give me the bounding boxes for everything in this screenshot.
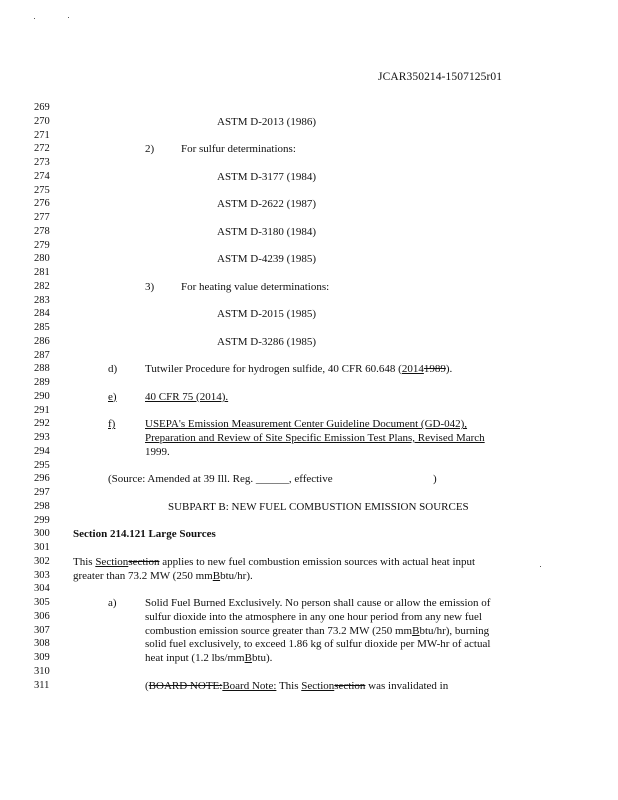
- line-number: 298: [34, 500, 50, 512]
- line-text: btu/hr).: [220, 569, 253, 582]
- text-run: [145, 637, 490, 651]
- document-line: [0, 390, 618, 404]
- line-number: 291: [34, 404, 50, 416]
- text-run: [108, 417, 115, 431]
- line-number: 277: [34, 212, 50, 223]
- line-text: e): [108, 390, 117, 403]
- line-text: d): [108, 363, 118, 376]
- line-number: 283: [34, 294, 50, 306]
- text-run: [145, 679, 448, 693]
- line-text: was invalidated in: [365, 679, 449, 692]
- line-text: Tutwiler Procedure for hydrogen sulfide, 40 CFR 60.648 (: [145, 363, 402, 376]
- document-line: [0, 294, 618, 308]
- line-number: 307: [34, 624, 50, 636]
- line-number: 296: [34, 473, 50, 485]
- text-run: [145, 651, 272, 665]
- text-run: [168, 500, 469, 514]
- document-line: [0, 239, 618, 253]
- document-line: [0, 252, 618, 266]
- line-text: section: [334, 679, 366, 692]
- line-text: ASTM D-2015 (1985): [217, 308, 316, 321]
- line-number: 272: [34, 143, 50, 155]
- document-line: [0, 184, 618, 198]
- document-line: [0, 404, 618, 418]
- line-number: 299: [34, 514, 50, 526]
- line-text: 3): [145, 280, 155, 293]
- line-text: ASTM D-2013 (1986): [217, 115, 316, 128]
- line-text: ): [433, 473, 437, 486]
- document-line: [0, 610, 618, 624]
- document-line: [0, 280, 618, 294]
- document-line: [0, 624, 618, 638]
- document-line: [0, 266, 618, 280]
- line-number: 288: [34, 363, 50, 375]
- line-number: 308: [34, 638, 50, 650]
- document-line: [0, 596, 618, 610]
- line-number: 304: [34, 583, 50, 595]
- text-run: [145, 431, 485, 445]
- line-text: a): [108, 597, 117, 609]
- text-run: [145, 417, 467, 431]
- document-id: JCAR350214-1507125r01: [378, 71, 503, 83]
- line-number: 269: [34, 102, 50, 113]
- document-line: [0, 651, 618, 665]
- line-number: 278: [34, 225, 50, 237]
- document-line: [0, 156, 618, 170]
- line-number: 306: [34, 610, 50, 622]
- document-line: [0, 129, 618, 143]
- line-text: btu).: [251, 652, 273, 664]
- document-line: [0, 679, 618, 693]
- document-line: [0, 472, 618, 486]
- document-line: [0, 197, 618, 211]
- line-text: solid fuel exclusively, to exceed 1.86 kg of sulfur dioxide per MW-hr of actual: [145, 638, 491, 651]
- document-line: [0, 115, 618, 129]
- line-number: 289: [34, 377, 50, 388]
- line-text: heat input (1.2 lbs/mm: [145, 652, 245, 664]
- line-number: 292: [34, 418, 50, 430]
- line-text: Solid Fuel Burned Exclusively. No person shall cause or allow the emission of: [145, 597, 491, 609]
- scan-speck: [68, 17, 69, 18]
- line-number: 276: [34, 198, 50, 210]
- text-run: [217, 115, 316, 129]
- line-number: 303: [34, 569, 50, 581]
- line-text: ASTM D-2622 (1987): [217, 198, 316, 211]
- line-text: greater than 73.2 MW (250 mm: [73, 569, 213, 582]
- line-text: ASTM D-3180 (1984): [217, 225, 316, 238]
- line-text: ASTM D-4239 (1985): [217, 253, 316, 266]
- line-number: 311: [34, 679, 50, 691]
- line-number: 275: [34, 184, 50, 196]
- text-run: [145, 362, 452, 376]
- document-line: [0, 335, 618, 349]
- document-line: [0, 417, 618, 431]
- text-run: [145, 390, 228, 404]
- line-text: ).: [445, 363, 453, 376]
- line-number: 295: [34, 459, 50, 471]
- document-line: [0, 582, 618, 596]
- line-number: 280: [34, 253, 50, 265]
- scan-speck: [34, 18, 35, 19]
- line-number: 282: [34, 280, 50, 292]
- text-run: [145, 596, 490, 610]
- line-text: BOARD NOTE:: [148, 679, 223, 692]
- text-run: [145, 142, 154, 156]
- line-text: (: [145, 679, 149, 692]
- line-text: USEPA's Emission Measurement Center Guideline Document (GD-042),: [145, 418, 468, 431]
- line-number: 287: [34, 349, 50, 361]
- line-number: 310: [34, 665, 50, 677]
- line-number: 305: [34, 597, 50, 608]
- line-number: 271: [34, 129, 50, 141]
- text-run: [181, 280, 329, 294]
- document-line: [0, 555, 618, 569]
- line-text: SUBPART B: NEW FUEL COMBUSTION EMISSION SOURCES: [168, 500, 469, 513]
- line-number: 285: [34, 322, 50, 333]
- line-number: 273: [34, 157, 50, 168]
- text-run: [108, 390, 117, 404]
- line-number: 286: [34, 335, 50, 347]
- line-number: 302: [34, 555, 50, 567]
- line-text: B: [244, 652, 252, 664]
- line-number: 279: [34, 239, 50, 251]
- line-number: 281: [34, 267, 50, 278]
- line-text: 1989: [423, 363, 446, 376]
- document-line: [0, 431, 618, 445]
- line-text: ASTM D-3177 (1984): [217, 170, 316, 183]
- text-run: [145, 445, 170, 459]
- line-text: combustion emission source greater than 73.2 MW (250 mm: [145, 624, 413, 637]
- document-line: [0, 349, 618, 363]
- line-number: 300: [34, 528, 50, 540]
- line-text: For sulfur determinations:: [181, 143, 296, 156]
- line-text: This: [73, 555, 96, 568]
- document-line: [0, 225, 618, 239]
- line-number: 294: [34, 445, 50, 457]
- line-number: 270: [34, 115, 50, 127]
- text-run: [181, 142, 296, 156]
- line-text: (Source: Amended at 39 Ill. Reg. ______, effective: [108, 473, 333, 486]
- line-text: 40 CFR 75 (2014).: [145, 390, 229, 403]
- line-text: btu/hr), burning: [419, 624, 490, 637]
- document-line: [0, 486, 618, 500]
- line-text: applies to new fuel combustion emission sources with actual heat input: [159, 555, 476, 568]
- document-line: [0, 665, 618, 679]
- document-line: [0, 211, 618, 225]
- text-run: [145, 280, 154, 294]
- document-line: [0, 514, 618, 528]
- document-line: [0, 362, 618, 376]
- text-run: [73, 555, 475, 569]
- document-line: [0, 170, 618, 184]
- document-line: [0, 527, 618, 541]
- line-text: Board Note:: [222, 679, 277, 692]
- text-run: [217, 225, 316, 239]
- document-line: [0, 376, 618, 390]
- line-text: Section: [301, 679, 335, 692]
- line-text: 2): [145, 143, 155, 156]
- line-number: 284: [34, 308, 50, 320]
- line-text: For heating value determinations:: [181, 280, 330, 293]
- line-text: 2014: [401, 363, 424, 376]
- line-text: Preparation and Review of Site Specific Emission Test Plans, Revised March: [145, 432, 485, 444]
- line-number: 293: [34, 432, 50, 443]
- line-text: sulfur dioxide into the atmosphere in any one hour period from any new fuel: [145, 610, 482, 623]
- text-run: [73, 569, 253, 583]
- text-run: [217, 335, 316, 349]
- text-run: [433, 472, 437, 486]
- text-run: [217, 197, 316, 211]
- scan-speck: [540, 566, 541, 567]
- document-line: [0, 637, 618, 651]
- line-number: 290: [34, 390, 50, 402]
- document-line: [0, 307, 618, 321]
- text-run: [108, 596, 117, 610]
- document-line: [0, 541, 618, 555]
- document-line: [0, 445, 618, 459]
- line-text: section: [128, 555, 160, 568]
- line-text: ASTM D-3286 (1985): [217, 335, 316, 348]
- text-run: [145, 610, 482, 624]
- line-text: Section 214.121 Large Sources: [73, 528, 216, 541]
- document-line: [0, 500, 618, 514]
- line-number: 274: [34, 170, 50, 182]
- line-number: 309: [34, 652, 50, 663]
- text-run: [73, 527, 216, 541]
- text-run: [145, 624, 489, 638]
- line-text: Section: [95, 555, 129, 568]
- line-number: 301: [34, 542, 50, 553]
- line-text: B: [212, 569, 221, 582]
- document-line: [0, 459, 618, 473]
- text-run: [108, 362, 117, 376]
- text-run: [217, 307, 316, 321]
- line-text: This: [276, 679, 302, 692]
- text-run: [217, 170, 316, 184]
- document-line: [0, 321, 618, 335]
- line-text: B: [412, 624, 420, 637]
- document-line: [0, 569, 618, 583]
- text-run: [217, 252, 316, 266]
- document-line: [0, 101, 618, 115]
- line-number: 297: [34, 487, 50, 498]
- text-run: [108, 472, 333, 486]
- line-text: 1999.: [145, 445, 170, 458]
- document-line: [0, 142, 618, 156]
- line-text: f): [108, 418, 116, 431]
